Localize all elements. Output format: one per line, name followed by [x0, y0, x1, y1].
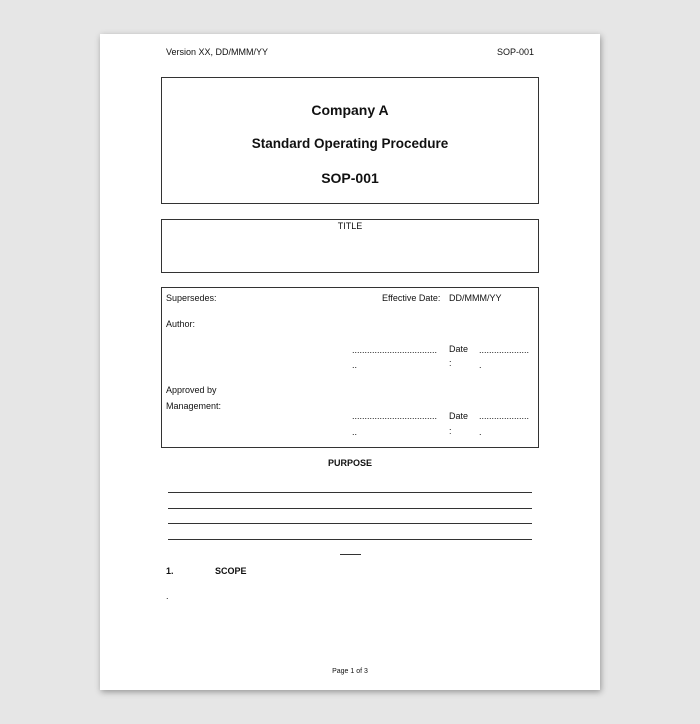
sop-number: SOP-001 — [321, 170, 379, 186]
effective-date-value: DD/MMM/YY — [449, 293, 502, 303]
scope-number: 1. — [166, 566, 174, 576]
purpose-line-2 — [168, 508, 532, 509]
author-signature-line-cont: .. — [352, 360, 358, 370]
author-label: Author: — [166, 319, 196, 329]
approver-signature-line-cont: .. — [352, 427, 358, 437]
company-name: Company A — [311, 102, 389, 118]
author-date-line-cont: . — [479, 360, 482, 370]
document-page — [100, 34, 600, 690]
approved-by-label: Approved by — [166, 385, 217, 395]
effective-date-label: Effective Date: — [382, 293, 441, 303]
purpose-heading: PURPOSE — [327, 458, 372, 468]
management-label: Management: — [166, 401, 222, 411]
purpose-line-1 — [168, 492, 532, 493]
document-type: Standard Operating Procedure — [251, 136, 449, 151]
approver-date-line: .................... — [479, 411, 530, 421]
author-date-label: Date — [449, 344, 469, 354]
approver-date-label: Date — [449, 411, 469, 421]
header-doc-id: SOP-001 — [496, 47, 534, 57]
approver-date-colon: : — [449, 426, 452, 436]
approver-date-line-cont: . — [479, 427, 482, 437]
purpose-line-4 — [168, 539, 532, 540]
author-date-line: .................... — [479, 345, 530, 355]
title-field-box — [161, 219, 539, 273]
author-date-colon: : — [449, 358, 452, 368]
title-block — [161, 77, 539, 204]
approver-signature-line: .................................. — [352, 411, 438, 421]
supersedes-label: Supersedes: — [166, 293, 217, 303]
section-separator — [340, 554, 361, 555]
author-signature-line: .................................. — [352, 345, 438, 355]
header-version: Version XX, DD/MMM/YY — [166, 47, 269, 57]
title-field-label: TITLE — [337, 221, 363, 231]
scope-heading: SCOPE — [215, 566, 247, 576]
scope-body: . — [166, 591, 169, 601]
purpose-line-3 — [168, 523, 532, 524]
page-number: Page 1 of 3 — [332, 668, 368, 675]
approval-info-box — [161, 287, 539, 448]
